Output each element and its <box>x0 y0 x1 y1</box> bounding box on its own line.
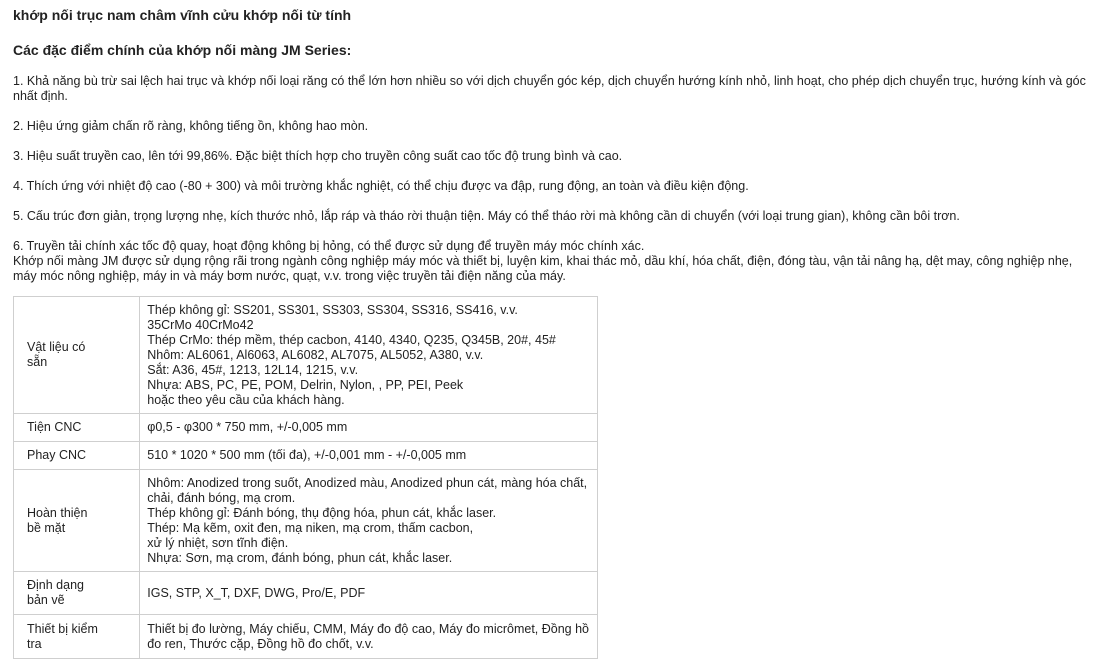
feature-paragraph-5: 5. Cấu trúc đơn giản, trọng lượng nhẹ, kích thước nhỏ, lắp ráp và tháo rời thuận tiện. Máy có thể tháo rời mà không cần di chuyển (với loại trung gian), không cần bôi trơn. <box>13 209 960 223</box>
page-title: khớp nối trục nam châm vĩnh cửu khớp nối từ tính <box>13 7 352 23</box>
row-value: φ0,5 - φ300 * 750 mm, +/-0,005 mm <box>140 414 598 442</box>
row-value: Thiết bị đo lường, Máy chiếu, CMM, Máy đo độ cao, Máy đo micrômet, Đồng hồ đo ren, Thước cặp, Đồng hồ đo chốt, v.v. <box>140 615 598 659</box>
row-value: IGS, STP, X_T, DXF, DWG, Pro/E, PDF <box>140 572 598 615</box>
row-label: Định dạng bản vẽ <box>14 572 140 615</box>
table-row <box>14 442 598 470</box>
feature-paragraph-4: 4. Thích ứng với nhiệt độ cao (-80 + 300) và môi trường khắc nghiệt, có thể chịu được va đập, rung động, an toàn và điều kiện động. <box>13 179 749 193</box>
specification-table <box>13 296 598 659</box>
feature-paragraph-1: 1. Khả năng bù trừ sai lệch hai trục và khớp nối loại răng có thể lớn hơn nhiều so với dịch chuyển góc kép, dịch chuyển hướng kính nhỏ, linh hoạt, cho phép dịch chuyển trục, hướng kính và góc nhất định. <box>13 74 1086 103</box>
feature-paragraph-2: 2. Hiệu ứng giảm chấn rõ ràng, không tiếng ồn, không hao mòn. <box>13 119 369 133</box>
row-value: Thép không gỉ: SS201, SS301, SS303, SS304, SS316, SS416, v.v. 35CrMo 40CrMo42 Thép CrMo: thép mềm, thép cacbon, 4140, 4340, Q235, Q345B, 20#, 45# Nhôm: AL6061, Al6063, AL6082, AL7075, AL5052, A380, v.v. Sắt: A36, 45#, 1213, 12L14, 1215, v.v. Nhựa: ABS, PC, PE, POM, Delrin, Nylon, , PP, PEI, Peek hoặc theo yêu cầu của khách hàng. <box>140 297 598 414</box>
row-value: Nhôm: Anodized trong suốt, Anodized màu, Anodized phun cát, màng hóa chất, chải, đánh bóng, mạ crom. Thép không gỉ: Đánh bóng, thụ động hóa, phun cát, khắc laser. Thép: Mạ kẽm, oxit đen, mạ niken, mạ crom, thấm cacbon, xử lý nhiệt, sơn tĩnh điện. Nhựa: Sơn, mạ crom, đánh bóng, phun cát, khắc laser. <box>140 470 598 572</box>
row-label: Thiết bị kiểm tra <box>14 615 140 659</box>
section-heading: Các đặc điểm chính của khớp nối màng JM Series: <box>13 42 352 58</box>
feature-paragraph-6: 6. Truyền tải chính xác tốc độ quay, hoạt động không bị hỏng, có thể được sử dụng để truyền máy móc chính xác. <box>13 239 645 253</box>
application-paragraph: Khớp nối màng JM được sử dụng rộng rãi trong ngành công nghiệp máy móc và thiết bị, luyện kim, khai thác mỏ, dầu khí, hóa chất, điện, đóng tàu, vận tải nâng hạ, dệt may, công nghiệp nhẹ, máy móc nông nghiệp, máy in và máy bơm nước, quạt, v.v. trong việc truyền tải điện năng của máy. <box>13 254 1073 283</box>
row-label: Hoàn thiện bề mặt <box>14 470 140 572</box>
row-label: Tiện CNC <box>14 414 140 442</box>
table-row <box>14 470 598 572</box>
feature-paragraph-3: 3. Hiệu suất truyền cao, lên tới 99,86%. Đặc biệt thích hợp cho truyền công suất cao tốc độ trung bình và cao. <box>13 149 623 163</box>
table-row <box>14 572 598 615</box>
table-row <box>14 615 598 659</box>
row-value: 510 * 1020 * 500 mm (tối đa), +/-0,001 mm - +/-0,005 mm <box>140 442 598 470</box>
table-row <box>14 297 598 414</box>
table-row <box>14 414 598 442</box>
row-label: Phay CNC <box>14 442 140 470</box>
row-label: Vật liệu có sẵn <box>14 297 140 414</box>
